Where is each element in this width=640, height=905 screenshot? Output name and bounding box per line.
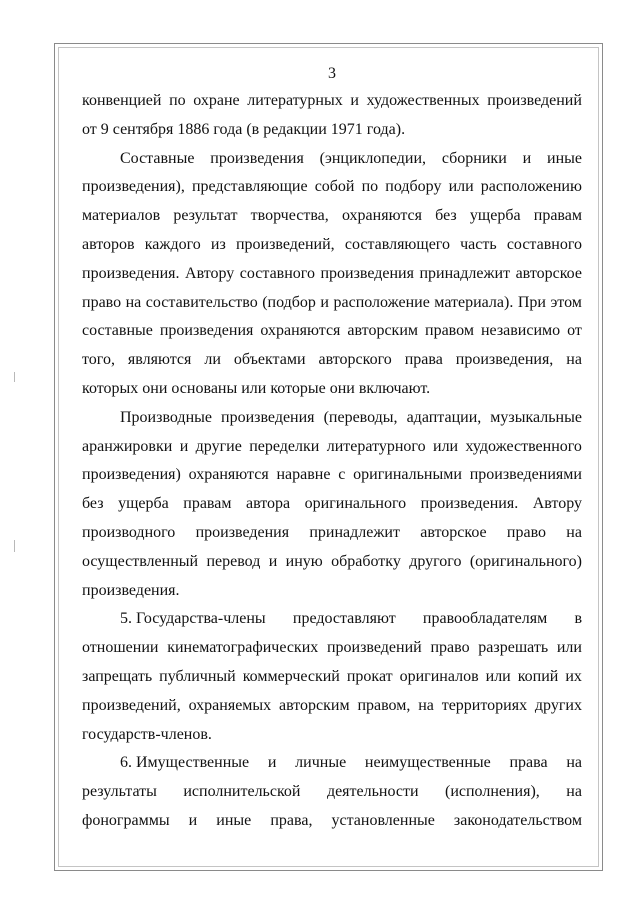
word: произведений, [235, 235, 335, 253]
word: права, [270, 811, 313, 829]
word: право [506, 523, 547, 541]
word: обработку [331, 552, 401, 570]
word: составные [82, 322, 153, 340]
word: творчества, [250, 207, 329, 225]
word: переделки [249, 437, 320, 455]
word: сборники [441, 149, 507, 167]
word: права [404, 351, 443, 369]
text-line [82, 807, 582, 836]
word: (оригинального) [469, 552, 582, 570]
word: материалов [82, 207, 161, 225]
text-line [82, 778, 582, 807]
word: прокат [346, 667, 393, 685]
word: оригинальными [353, 466, 462, 484]
word: каждого [144, 235, 201, 253]
text-line [82, 173, 582, 202]
word: охраняются [188, 466, 269, 484]
word: ущерба [469, 207, 521, 225]
word: произведения [221, 408, 315, 426]
text-line [82, 634, 582, 663]
word: произведения [195, 523, 290, 541]
word: произведения [159, 322, 254, 340]
word: их [565, 667, 582, 685]
word: произведения. [82, 264, 180, 282]
word: копий [517, 667, 559, 685]
word: произведения) [82, 466, 181, 484]
word: произведения), [82, 178, 185, 196]
text-line [82, 260, 582, 289]
word: авторским [279, 696, 350, 714]
word: установленные [331, 811, 435, 829]
page-number: 3 [328, 65, 336, 82]
word: расположению [480, 178, 582, 196]
word: правом [425, 322, 474, 340]
word: исполнительской [183, 783, 301, 801]
word: иные [547, 149, 582, 167]
word: деятельности [326, 783, 419, 801]
word: часть [460, 235, 497, 253]
word: и [179, 437, 189, 455]
word: ли [204, 351, 221, 369]
word: кинематографических [167, 639, 319, 657]
word: произведения [320, 264, 414, 282]
text-line [82, 145, 582, 174]
word: право [82, 293, 122, 311]
text-line [82, 548, 582, 577]
word: адаптации, [406, 408, 482, 426]
word: произведений, [82, 696, 181, 714]
word: и [267, 754, 277, 772]
word: литературного [326, 437, 426, 455]
word: результат [173, 207, 238, 225]
word: (подбор [262, 293, 316, 311]
word: или [485, 667, 511, 685]
text-line [82, 317, 582, 346]
word: авторским [347, 322, 419, 340]
word: и [522, 149, 532, 167]
word: охраняемых [188, 696, 272, 714]
word: на [566, 351, 582, 369]
text-lines [82, 87, 582, 836]
document-body [82, 61, 582, 836]
word: перевод [206, 552, 261, 570]
text-line [82, 404, 582, 433]
word: авторского [318, 351, 392, 369]
word: на [125, 293, 142, 311]
text-line: государств-членов. [82, 725, 212, 743]
word: законодательством [453, 811, 582, 829]
word: принадлежит [309, 523, 400, 541]
word: оригинального [304, 495, 407, 513]
word: ущерба [118, 495, 169, 513]
word: авторское [420, 523, 487, 541]
word: с [338, 466, 346, 484]
word: публичный [159, 667, 236, 685]
text-line [82, 433, 582, 462]
word: иную [285, 552, 323, 570]
text-line [82, 663, 582, 692]
word: произведения [210, 149, 304, 167]
word: на [566, 754, 582, 772]
word: на [418, 696, 434, 714]
text-line [82, 346, 582, 375]
word: по [169, 92, 186, 109]
word: наравне [276, 466, 331, 484]
text-line: от 9 сентября 1886 года (в редакции 1971 года). [82, 120, 406, 138]
word: аранжировки [82, 437, 173, 455]
word: без [82, 495, 104, 513]
text-line: которых они основаны или которые они включают. [82, 379, 431, 397]
word: другого [409, 552, 462, 570]
text-line [82, 692, 582, 721]
word: произведений [487, 92, 582, 109]
word: расположение [333, 293, 430, 311]
word: правом, [357, 696, 411, 714]
word: других [534, 696, 582, 714]
word: собой [314, 178, 355, 196]
word: другие [195, 437, 242, 455]
word: неимущественные [364, 754, 491, 772]
word: (переводы, [323, 408, 398, 426]
word: составного [239, 264, 315, 282]
word: из [210, 235, 226, 253]
word: иные [216, 811, 252, 829]
word: материала). [434, 293, 514, 311]
word: права [509, 754, 548, 772]
word: При [517, 293, 546, 311]
word: или [556, 639, 582, 657]
word: территориях [441, 696, 528, 714]
word: того, [82, 351, 115, 369]
text-line [82, 87, 582, 116]
word: правам [533, 207, 582, 225]
word: осуществленный [82, 552, 199, 570]
text-line [82, 289, 582, 318]
word: на [566, 783, 582, 801]
text-line [82, 749, 582, 778]
word: авторское [515, 264, 582, 282]
word: охраняются [341, 207, 422, 225]
word: Составные [120, 149, 195, 167]
word: составного [506, 235, 582, 253]
word: (исполнения), [445, 783, 540, 801]
text-line [82, 605, 582, 634]
word: принадлежит [419, 264, 511, 282]
word: личные [295, 754, 347, 772]
text-line [82, 202, 582, 231]
word: составительство [145, 293, 258, 311]
word: охране [193, 92, 240, 109]
word: (энциклопедии, [319, 149, 427, 167]
word: отношении [82, 639, 159, 657]
word: представляющие [191, 178, 308, 196]
word: произведений [326, 639, 422, 657]
scan-artifact [14, 540, 15, 552]
word: 5. Государства-члены [120, 610, 266, 628]
text-line: произведения. [82, 581, 180, 599]
word: или [448, 178, 474, 196]
word: конвенцией [82, 92, 162, 109]
word: художественного [465, 437, 582, 455]
word: охраняются [260, 322, 341, 340]
word: оригиналов [399, 667, 479, 685]
word: или [433, 437, 459, 455]
word: Автору [532, 495, 582, 513]
word: произведениями [469, 466, 582, 484]
word: и [268, 552, 278, 570]
text-line [82, 461, 582, 490]
word: без [435, 207, 457, 225]
word: результаты [82, 783, 157, 801]
word: этом [550, 293, 582, 311]
scan-artifact [14, 372, 15, 382]
word: на [566, 523, 582, 541]
word: разрешать [478, 639, 549, 657]
word: независимо [480, 322, 561, 340]
word: произведения, [455, 351, 554, 369]
text-line [82, 519, 582, 548]
word: право [430, 639, 470, 657]
word: и [350, 92, 359, 109]
word: правам [183, 495, 232, 513]
word: производного [82, 523, 176, 541]
word: авторов [82, 235, 135, 253]
word: подбору [385, 178, 442, 196]
word: художественных [366, 92, 480, 109]
word: Автору [185, 264, 235, 282]
word: составляющего [344, 235, 450, 253]
word: коммерческий [242, 667, 340, 685]
word: и [320, 293, 329, 311]
word: и [188, 811, 198, 829]
text-line [82, 231, 582, 260]
word: Производные [120, 408, 212, 426]
word: в [574, 610, 582, 628]
word: объектами [233, 351, 306, 369]
word: фонограммы [82, 811, 170, 829]
word: автора [246, 495, 291, 513]
word: от [567, 322, 582, 340]
word: 6. Имущественные [120, 754, 250, 772]
word: являются [127, 351, 192, 369]
word: литературных [247, 92, 343, 109]
word: по [361, 178, 379, 196]
word: запрещать [82, 667, 153, 685]
word: правообладателям [422, 610, 548, 628]
text-line [82, 490, 582, 519]
word: музыкальные [490, 408, 582, 426]
word: предоставляют [292, 610, 396, 628]
word: произведения. [420, 495, 519, 513]
